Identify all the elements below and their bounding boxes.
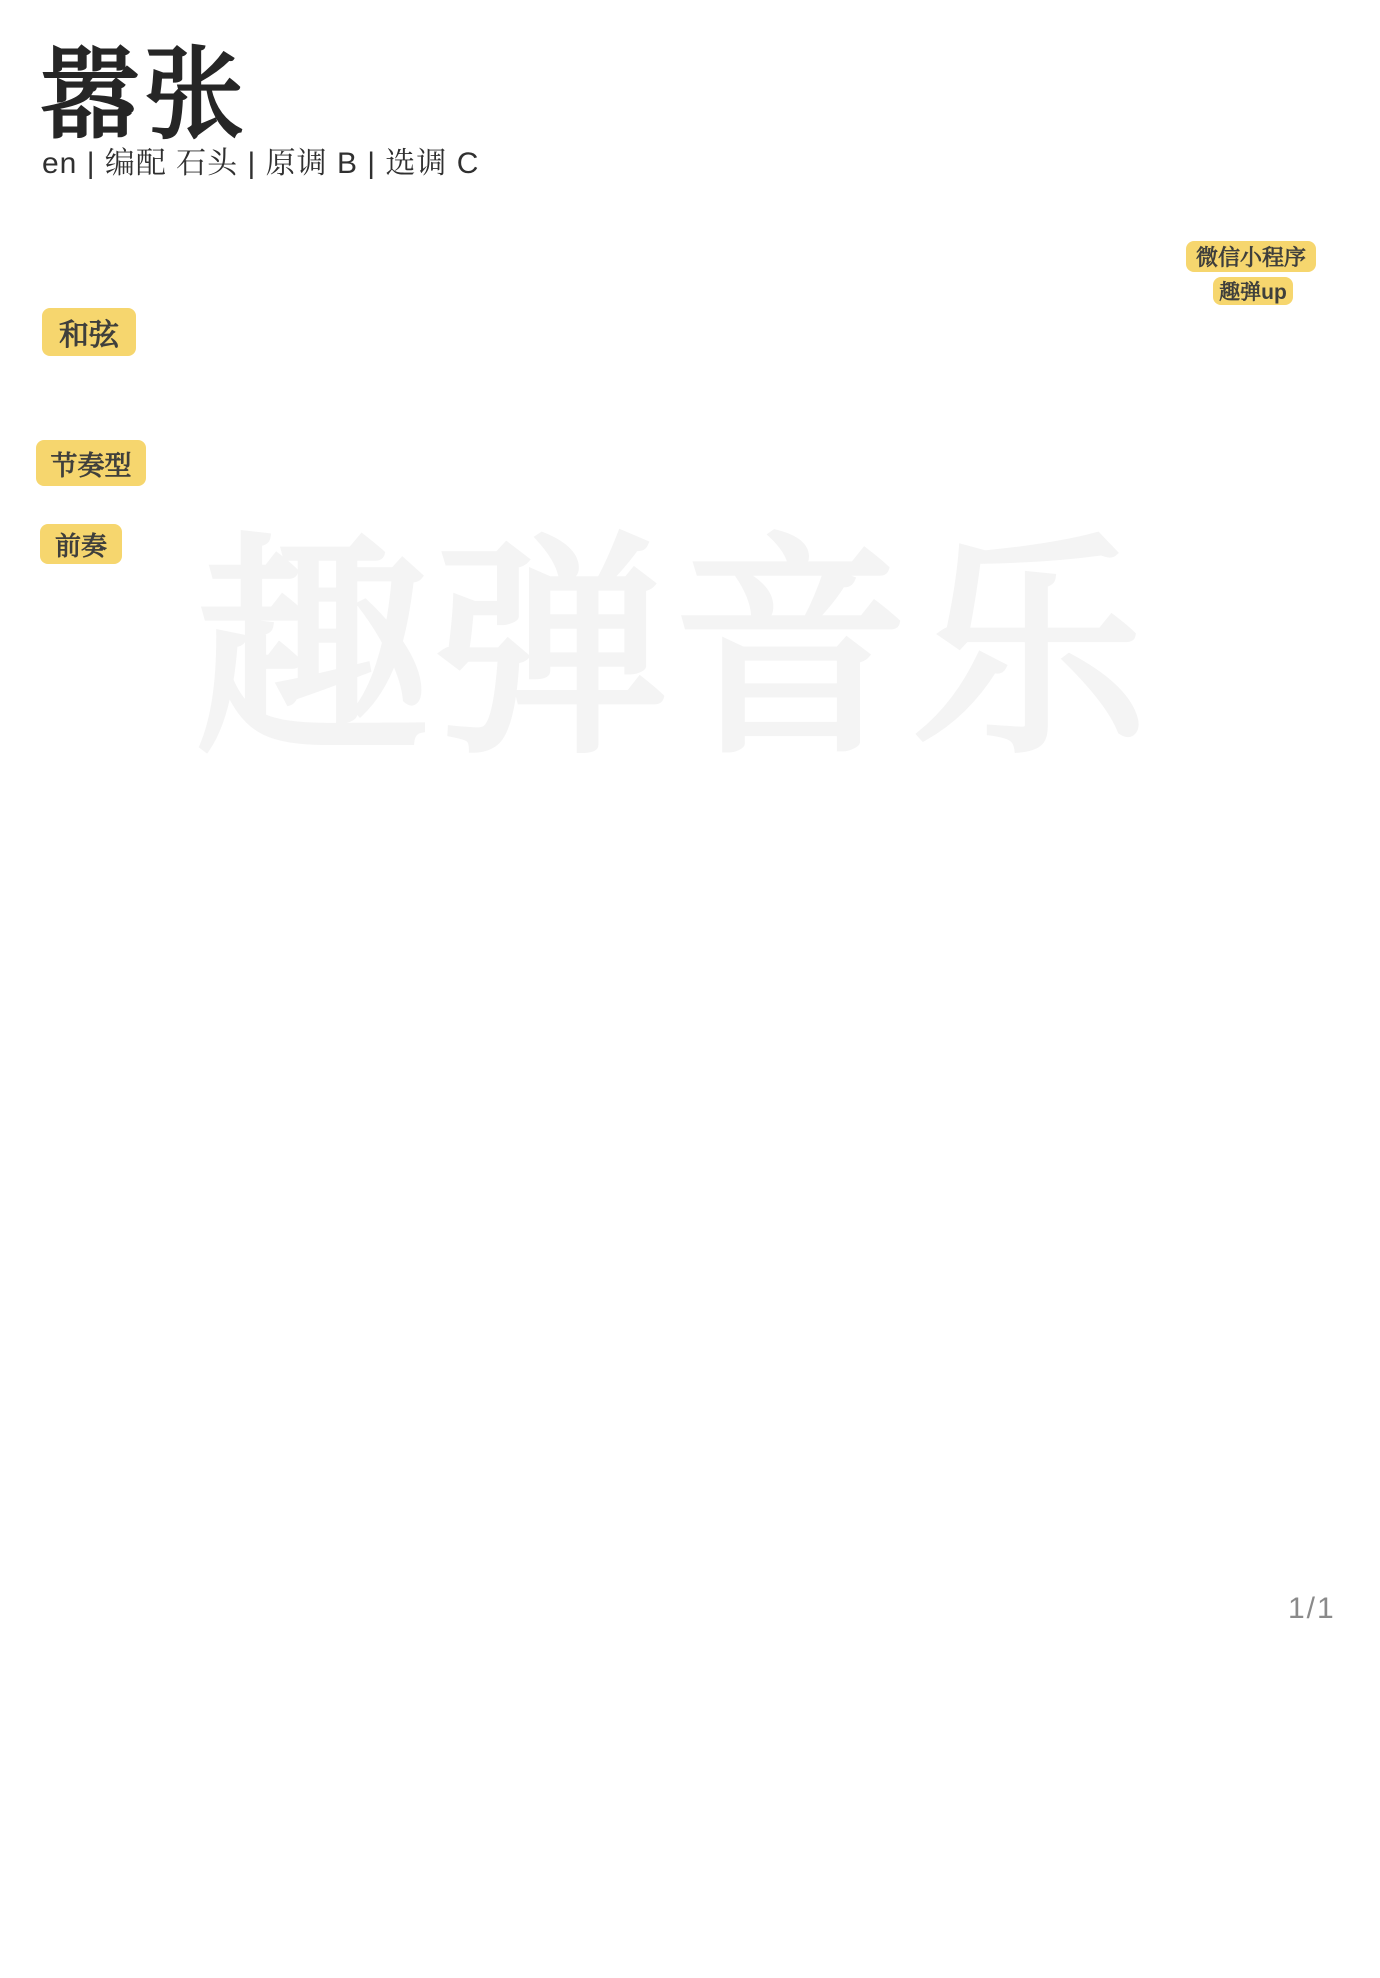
miniprogram-qr-code[interactable] [1140, 10, 1376, 246]
intro-tablature [0, 555, 1380, 825]
footer-qr-code[interactable] [1160, 1645, 1350, 1835]
miniprogram-badge: 微信小程序 [1186, 241, 1316, 272]
page-number: 1/1 [1288, 1592, 1336, 1625]
page-subtitle: en | 编配 石头 | 原调 B | 选调 C [42, 147, 480, 180]
account-badge: 趣弹up [1213, 277, 1293, 305]
rhythm-patterns [0, 375, 1380, 535]
background-illustration [0, 830, 1380, 1590]
brand-watermark: 趣弹音乐 [195, 518, 1151, 781]
intro-section-label: 前奏 [40, 524, 122, 564]
page-title: 嚣张 [40, 39, 248, 151]
chords-section-label: 和弦 [42, 308, 136, 356]
rhythm-section-label: 节奏型 [36, 440, 146, 486]
